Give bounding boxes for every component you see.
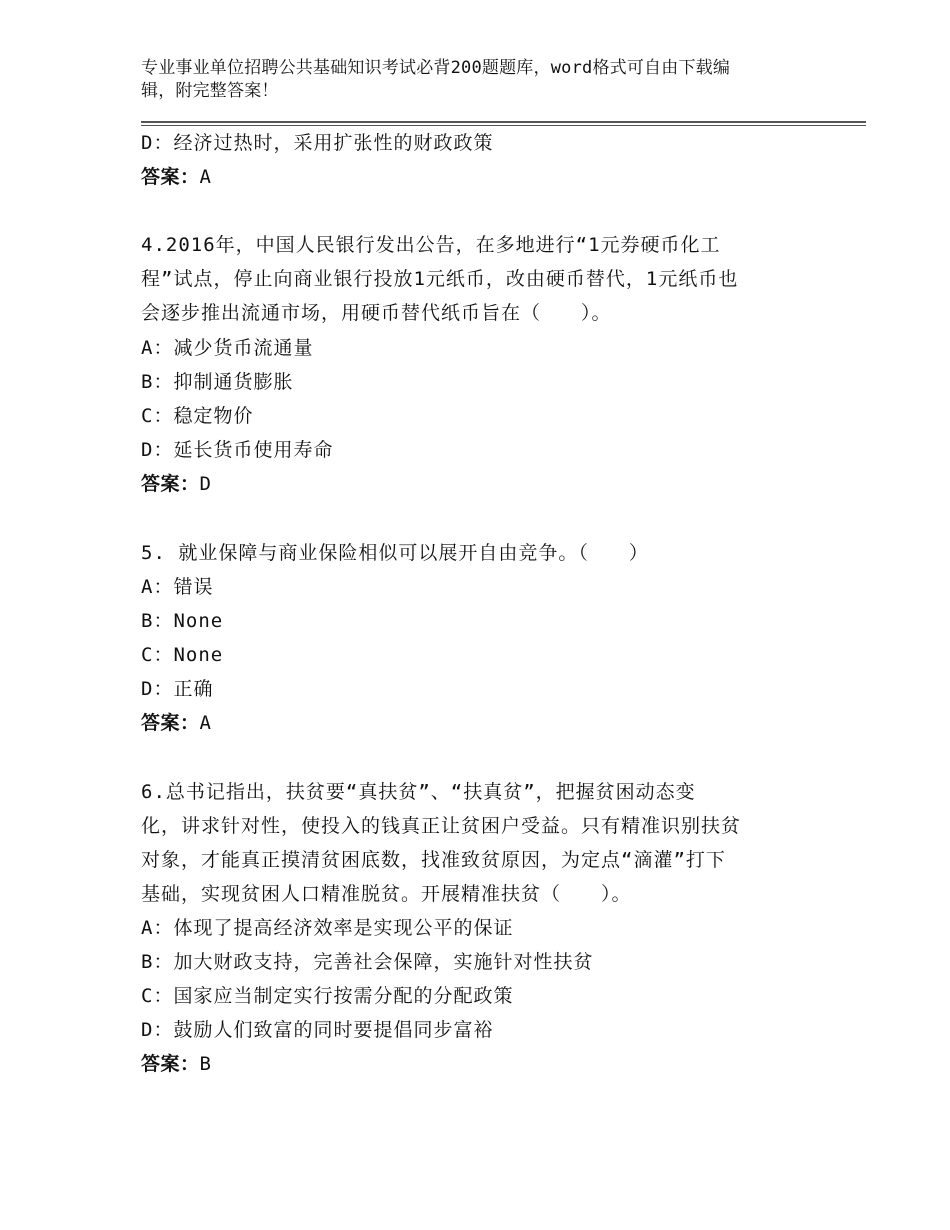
question-6-option-d: D：鼓励人们致富的同时要提倡同步富裕 [141,1019,494,1041]
question-4-stem-line-1: 4.2016年，中国人民银行发出公告，在多地进行“1元券硬币化工 [141,234,721,256]
header-line-2: 辑，附完整答案！ [141,81,279,101]
question-6-stem-line-4: 基础，实现贫困人口精准脱贫。开展精准扶贫（ ）。 [141,883,632,905]
question-4-stem-line-3: 会逐步推出流通市场，用硬币替代纸币旨在（ ）。 [141,302,612,324]
question-6-stem-line-2: 化，讲求针对性，使投入的钱真正让贫困户受益。只有精准识别扶贫 [141,815,742,837]
question-4-option-d: D：延长货币使用寿命 [141,439,334,461]
question-5-stem-line-1: 5. 就业保障与商业保险相似可以展开自由竞争。（ ） [141,542,649,564]
question-4-answer [141,467,211,501]
question-5-option-b: B：None [141,610,224,632]
question-6-option-a: A：体现了提高经济效率是实现公平的保证 [141,917,514,939]
document-header [141,57,791,103]
question-5-option-a: A：错误 [141,576,214,598]
question-5-option-d: D：正确 [141,678,214,700]
question-6-option-c: C：国家应当制定实行按需分配的分配政策 [141,985,514,1007]
answer-label: 答案： [141,1053,200,1075]
answer-value: A [199,712,212,734]
answer-value: D [199,473,212,495]
question-6-stem-line-1: 6.总书记指出，扶贫要“真扶贫”、“扶真贫”，把握贫困动态变 [141,781,696,803]
header-line-1: 专业事业单位招聘公共基础知识考试必背200题题库，word格式可自由下载编 [141,58,731,78]
header-divider-thick [141,121,866,123]
answer-label: 答案： [141,473,200,495]
question-6-option-b: B：加大财政支持，完善社会保障，实施针对性扶贫 [141,951,594,973]
question-4-option-a: A：减少货币流通量 [141,337,314,359]
question-4-option-b: B：抑制通货膨胀 [141,371,294,393]
answer-value: A [199,166,212,188]
answer-line [141,160,211,194]
question-4-option-c: C：稳定物价 [141,405,254,427]
question-4-stem-line-2: 程”试点，停止向商业银行投放1元纸币，改由硬币替代，1元纸币也 [141,268,739,290]
question-5-answer [141,706,211,740]
option-d: D：经济过热时，采用扩张性的财政政策 [141,132,494,154]
answer-value: B [199,1053,212,1075]
answer-label: 答案： [141,166,200,188]
question-5-option-c: C：None [141,644,224,666]
answer-label: 答案： [141,712,200,734]
question-6-answer [141,1047,211,1081]
question-6-stem-line-3: 对象，才能真正摸清贫困底数，找准致贫原因，为定点“滴灌”打下 [141,849,726,871]
